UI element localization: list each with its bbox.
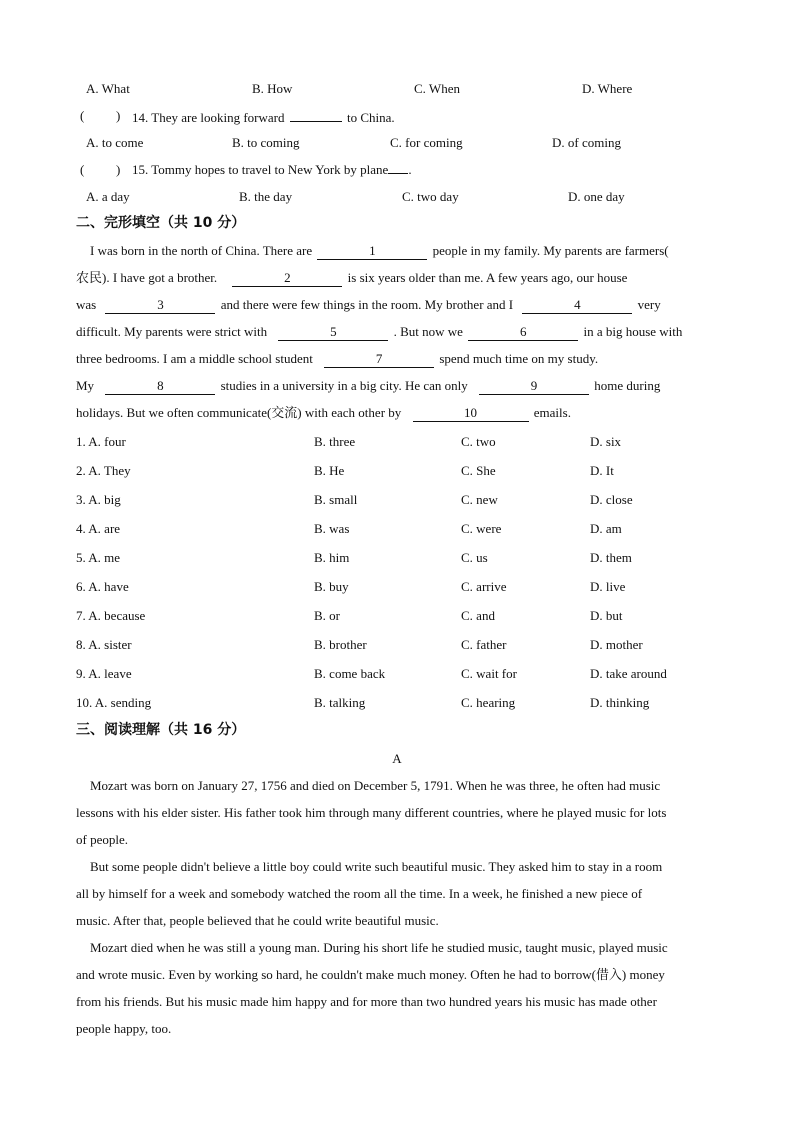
- cloze-blank-7[interactable]: 7: [324, 352, 434, 368]
- cloze-text: emails.: [533, 405, 571, 420]
- cloze-blank-2[interactable]: 2: [232, 271, 342, 287]
- q14-text: [132, 106, 395, 128]
- option-d: D. It: [590, 463, 614, 478]
- cloze-option-row-3: [76, 490, 736, 510]
- option-b: B. or: [314, 608, 340, 623]
- q14-option-b: B. to coming: [232, 135, 300, 150]
- q14-option-a: A. to come: [86, 135, 144, 150]
- cloze-blank-9[interactable]: 9: [479, 379, 589, 395]
- option-d: D. mother: [590, 637, 643, 652]
- cloze-line-5: [76, 348, 726, 370]
- cloze-blank-4[interactable]: 4: [522, 298, 632, 314]
- cloze-option-row-4: [76, 519, 736, 539]
- option-a: 5. A. me: [76, 550, 121, 565]
- option-c: C. us: [461, 550, 488, 565]
- option-b: B. come back: [314, 666, 386, 681]
- q14-stem: [76, 106, 736, 126]
- q15-paren-close: ): [116, 162, 121, 177]
- option-a: 7. A. because: [76, 608, 146, 623]
- q13-option-c: C. When: [414, 81, 460, 96]
- option-c: C. and: [461, 608, 495, 623]
- q14-option-d: D. of coming: [552, 135, 621, 150]
- option-b: B. small: [314, 492, 358, 507]
- option-b: B. talking: [314, 695, 366, 710]
- cloze-line-3: [76, 294, 726, 316]
- cloze-option-row-7: [76, 606, 736, 626]
- option-c: C. new: [461, 492, 498, 507]
- passage-line: lessons with his elder sister. His father took him through many different countries, where he played music for lots: [76, 805, 667, 820]
- cloze-text: holidays. But we often communicate(交流) with each other by: [76, 405, 402, 420]
- option-d: D. six: [590, 434, 622, 449]
- q13-option-a: A. What: [86, 81, 130, 96]
- cloze-blank-5[interactable]: 5: [278, 325, 388, 341]
- section3-title: 三、阅读理解（共 16 分）: [76, 722, 246, 738]
- option-c: C. wait for: [461, 666, 517, 681]
- q14-stem-a: 14. They are looking forward: [132, 110, 285, 125]
- option-d: D. am: [590, 521, 622, 536]
- passage-line: from his friends. But his music made him happy and for more than two hundred years his music has made other: [76, 994, 657, 1009]
- option-d: D. live: [590, 579, 626, 594]
- cloze-text: people in my family. My parents are farmers(: [432, 243, 669, 258]
- cloze-line-6: [76, 375, 726, 397]
- option-a: 2. A. They: [76, 463, 131, 478]
- cloze-blank-10[interactable]: 10: [413, 406, 529, 422]
- cloze-option-row-2: [76, 461, 736, 481]
- cloze-option-row-6: [76, 577, 736, 597]
- q15-option-d: D. one day: [568, 189, 625, 204]
- q15-option-b: B. the day: [239, 189, 293, 204]
- cloze-text: . But now we: [393, 324, 463, 339]
- option-a: 1. A. four: [76, 434, 126, 449]
- option-d: D. close: [590, 492, 633, 507]
- q15-option-c: C. two day: [402, 189, 459, 204]
- cloze-option-row-5: [76, 548, 736, 568]
- passage-line: But some people didn't believe a little boy could write such beautiful music. They asked him to stay in a room: [90, 859, 663, 874]
- q15-stem-b: .: [408, 162, 412, 177]
- q14-answer-blank[interactable]: [290, 106, 342, 122]
- passage-line: music. After that, people believed that he could write beautiful music.: [76, 913, 439, 928]
- cloze-text: was: [76, 297, 97, 312]
- cloze-text: very: [637, 297, 661, 312]
- option-b: B. was: [314, 521, 350, 536]
- option-c: C. were: [461, 521, 502, 536]
- cloze-text: is six years older than me. A few years ago, our house: [347, 270, 628, 285]
- passage-line: people happy, too.: [76, 1021, 172, 1036]
- option-c: C. She: [461, 463, 496, 478]
- q13-option-d: D. Where: [582, 81, 633, 96]
- option-d: D. but: [590, 608, 623, 623]
- cloze-text: studies in a university in a big city. He can only: [220, 378, 468, 393]
- q15-stem-a: 15. Tommy hopes to travel to New York by plane: [132, 162, 389, 177]
- option-a: 3. A. big: [76, 492, 121, 507]
- q13-options: [76, 79, 736, 99]
- section2-title: 二、完形填空（共 10 分）: [76, 215, 246, 231]
- passage-line: Mozart died when he was still a young man. During his short life he studied music, taught music, played music: [90, 940, 668, 955]
- q15-answer-blank[interactable]: [388, 161, 408, 174]
- option-d: D. thinking: [590, 695, 650, 710]
- cloze-text: in a big house with: [583, 324, 683, 339]
- cloze-blank-1[interactable]: 1: [317, 244, 427, 260]
- passage-line: of people.: [76, 832, 128, 847]
- cloze-text: home during: [594, 378, 661, 393]
- q14-paren-open: (: [80, 108, 85, 123]
- q14-stem-b: to China.: [346, 110, 395, 125]
- q15-text: [132, 160, 412, 180]
- q15-stem: [76, 160, 736, 180]
- cloze-text: My: [76, 378, 95, 393]
- option-a: 9. A. leave: [76, 666, 132, 681]
- cloze-line-2: [76, 267, 726, 289]
- option-b: B. He: [314, 463, 345, 478]
- cloze-blank-3[interactable]: 3: [105, 298, 215, 314]
- option-a: 6. A. have: [76, 579, 129, 594]
- option-d: D. them: [590, 550, 632, 565]
- cloze-option-row-1: [76, 432, 736, 452]
- cloze-text: spend much time on my study.: [439, 351, 599, 366]
- passage-line: and wrote music. Even by working so hard, he couldn't make much money. Often he had to borrow(借入) money: [76, 967, 665, 982]
- passage-line: all by himself for a week and somebody watched the room all the time. In a week, he finished a new piece of: [76, 886, 643, 901]
- option-b: B. buy: [314, 579, 349, 594]
- option-a: 4. A. are: [76, 521, 121, 536]
- option-c: C. arrive: [461, 579, 507, 594]
- cloze-blank-8[interactable]: 8: [105, 379, 215, 395]
- cloze-text: and there were few things in the room. My brother and I: [220, 297, 514, 312]
- q15-options: [76, 187, 736, 207]
- q14-paren-close: ): [116, 108, 121, 123]
- cloze-line-1: [76, 240, 726, 262]
- cloze-text: difficult. My parents were strict with: [76, 324, 268, 339]
- cloze-text: I was born in the north of China. There are: [90, 243, 313, 258]
- cloze-line-4: [76, 321, 726, 343]
- option-a: 10. A. sending: [76, 695, 152, 710]
- option-c: C. father: [461, 637, 507, 652]
- cloze-line-7: [76, 402, 726, 424]
- option-b: B. him: [314, 550, 350, 565]
- q13-option-b: B. How: [252, 81, 293, 96]
- cloze-option-row-8: [76, 635, 736, 655]
- q14-options: [76, 133, 736, 153]
- cloze-option-row-10: [76, 693, 736, 713]
- cloze-blank-6[interactable]: 6: [468, 325, 578, 341]
- option-b: B. brother: [314, 637, 367, 652]
- cloze-text: 农民). I have got a brother.: [76, 270, 218, 285]
- q15-option-a: A. a day: [86, 189, 130, 204]
- option-c: C. hearing: [461, 695, 516, 710]
- q15-paren-open: (: [80, 162, 85, 177]
- option-d: D. take around: [590, 666, 667, 681]
- option-b: B. three: [314, 434, 356, 449]
- passage-label: A: [392, 751, 402, 766]
- q14-option-c: C. for coming: [390, 135, 463, 150]
- option-a: 8. A. sister: [76, 637, 132, 652]
- passage-line: Mozart was born on January 27, 1756 and died on December 5, 1791. When he was three, he often had music: [90, 778, 661, 793]
- cloze-option-row-9: [76, 664, 736, 684]
- cloze-text: three bedrooms. I am a middle school student: [76, 351, 313, 366]
- option-c: C. two: [461, 434, 496, 449]
